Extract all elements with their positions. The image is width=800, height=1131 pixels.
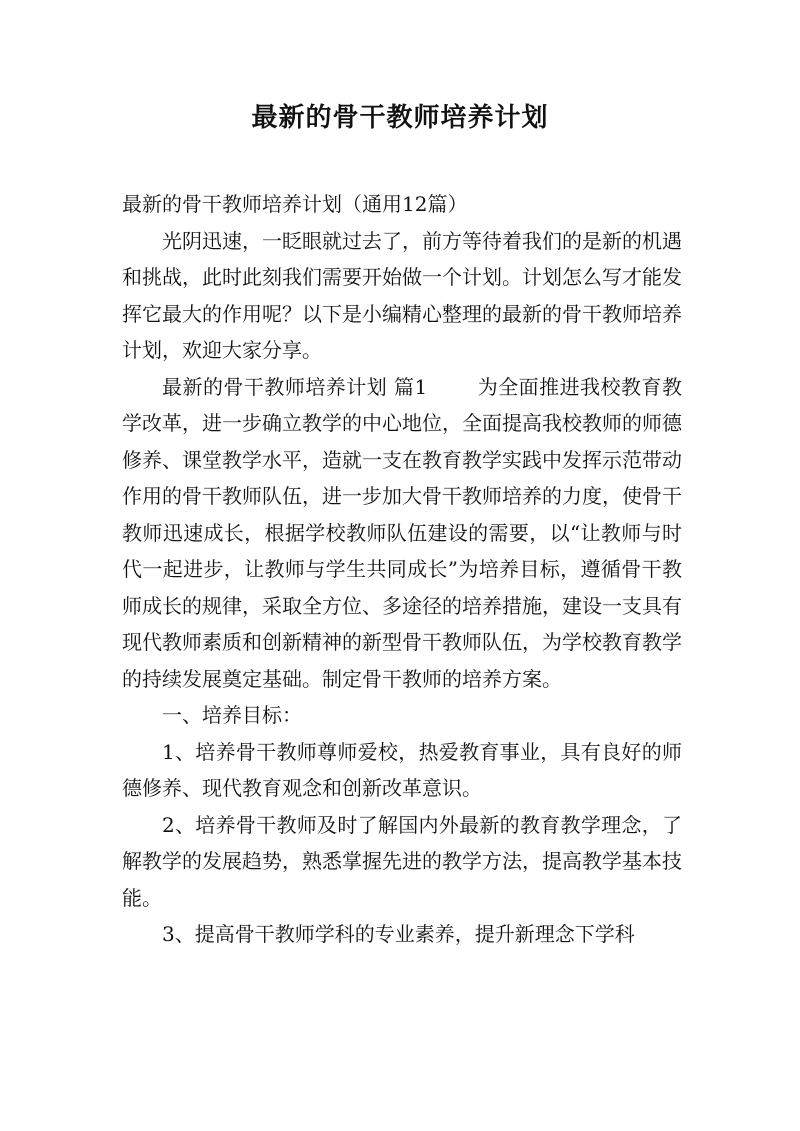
goal-item-3: 3、提高骨干教师学科的专业素养，提升新理念下学科 — [162, 922, 635, 946]
article-text: 为全面推进我校教育教学改革，进一步确立教学的中心地位，全面提高我校教师的师德修养、课堂教学水平，造就一支在教育教学实践中发挥示范带动作用的骨干教师队伍，进一步加大骨干教师培养的力度，使骨干教师迅速成长，根据学校教师队伍建设的需要，以“让教师与时代一起进步，让教师与学生共同成长”为培养目标，遵循骨干教师成长的规律，采取全方位、多途径的培养措施，建设一支具有现代教师素质和创新精神的新型骨干教师队伍，为学校教育教学的持续发展奠定基础。制定骨干教师的培养方案。 — [122, 374, 682, 691]
section-heading: 一、培养目标： — [162, 703, 302, 727]
document-title: 最新的骨干教师培养计划 — [251, 103, 549, 133]
intro-paragraph: 光阴迅速，一眨眼就过去了，前方等待着我们的是新的机遇和挑战，此时此刻我们需要开始做一个计划。计划怎么写才能发挥它最大的作用呢？以下是小编精心整理的最新的骨干教师培养计划，欢迎大家分享。 — [122, 228, 682, 362]
goal-item-2: 2、培养骨干教师及时了解国内外最新的教育教学理念，了解教学的发展趋势，熟悉掌握先进的教学方法，提高教学基本技能。 — [122, 812, 682, 910]
article-paragraph — [122, 369, 682, 698]
document-body — [122, 186, 682, 953]
goal-item-1: 1、培养骨干教师尊师爱校，热爱教育事业，具有良好的师德修养、现代教育观念和创新改革意识。 — [122, 739, 682, 800]
document-subtitle: 最新的骨干教师培养计划（通用12篇） — [122, 192, 468, 216]
article-heading: 最新的骨干教师培养计划 篇1 — [162, 374, 428, 399]
